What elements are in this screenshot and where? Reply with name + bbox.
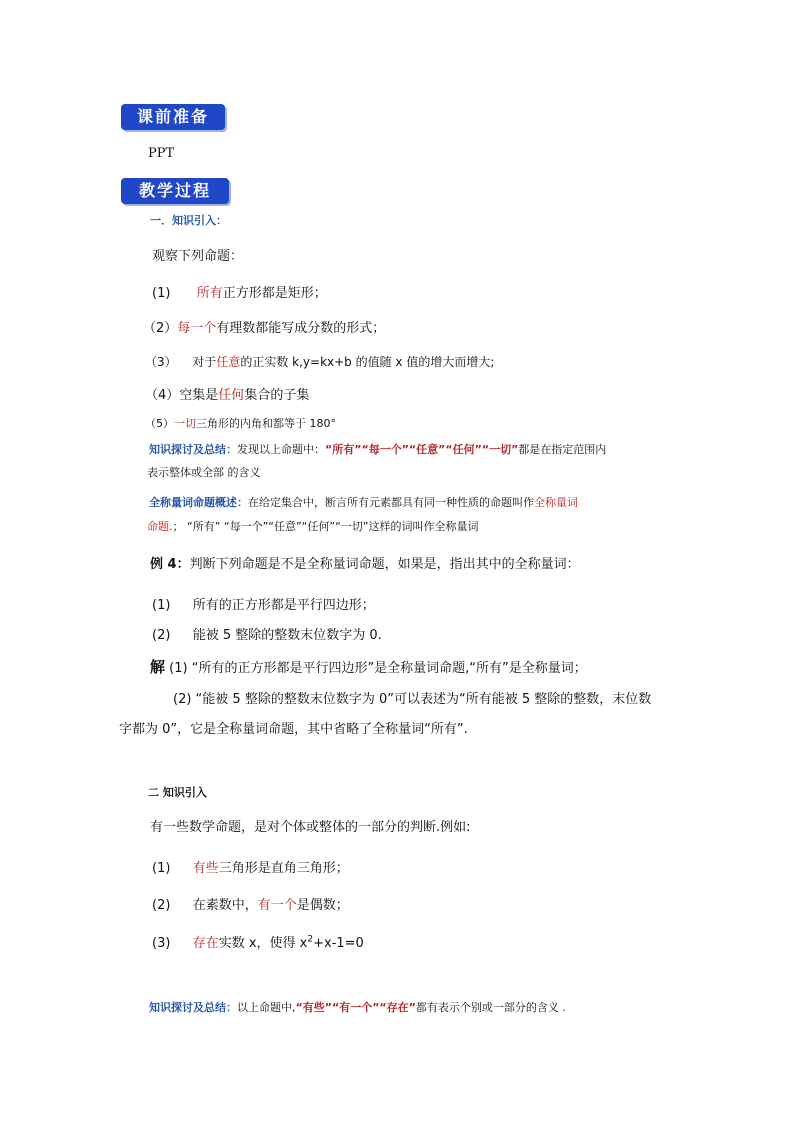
item-pre: 在素数中，	[192, 898, 258, 913]
part2-item-2	[152, 894, 349, 913]
example-item-1	[152, 594, 375, 613]
prep-content: PPT	[148, 146, 175, 161]
item-text: 能被 5 整除的整数末位数字为 0.	[192, 628, 382, 643]
item-superscript: 2	[307, 934, 314, 945]
example-text: 判断下列命题是不是全称量词命题，如果是，指出其中的全称量词：	[189, 557, 580, 572]
part2-summary	[149, 999, 566, 1015]
item-text: 三角形是直角三角形；	[218, 861, 349, 876]
item-text-2: +x-1=0	[313, 936, 364, 951]
item-pre: 空集是	[179, 388, 219, 403]
part1-intro: 观察下列命题：	[152, 249, 244, 264]
overview-text: 在给定集合中，断言所有元素都具有同一种性质的命题叫作	[248, 496, 534, 509]
part2-heading: 二 知识引入	[148, 786, 207, 799]
item-number: （4）	[145, 388, 180, 403]
item-text: 的正实数 k,y=kx+b 的值随 x 值的增大而增大;	[240, 355, 495, 369]
solution-label: 解	[150, 658, 166, 676]
section-badge-prep: 课前准备	[121, 104, 225, 130]
item-text: 有理数都能写成分数的形式；	[216, 321, 386, 336]
summary-text-2: 都是在指定范围内	[518, 443, 607, 456]
overview-label: 全称量词命题概述：	[149, 496, 248, 509]
summary-label: 知识探讨及总结：	[149, 1001, 237, 1014]
summary-text: 发现以上命题中：	[237, 443, 325, 456]
part2-item-1	[152, 857, 349, 876]
part1-item-4	[145, 384, 309, 403]
part1-item-3	[145, 353, 494, 370]
item-number: （3）	[145, 355, 177, 369]
item-text: 是偶数；	[296, 898, 349, 913]
summary-quotes: “有些”“有一个”“存在”	[295, 1001, 416, 1014]
summary-text: 以上命题中,	[237, 1001, 296, 1014]
item-keyword: 一切	[174, 417, 196, 430]
overview-keyword-2: 命题.	[147, 520, 173, 533]
part1-item-2	[143, 317, 385, 336]
summary-quotes: “所有”“每一个”“任意”“任何”“一切”	[325, 443, 519, 456]
part2-item-3	[152, 932, 364, 951]
example-4	[150, 553, 580, 572]
item-text: 三角形的内角和都等于 180°	[196, 417, 336, 430]
item-text: 所有的正方形都是平行四边形；	[192, 598, 375, 613]
overview-keyword: 全称量词	[534, 496, 578, 509]
item-number: （5）	[145, 417, 174, 430]
item-text: 正方形都是矩形；	[222, 286, 327, 301]
solution-line1	[150, 656, 587, 677]
item-number: (3)	[152, 936, 171, 951]
overview-text-2: ； “所有” “每一个”“任意”“任何”“一切”这样的词叫作全称量词	[172, 520, 479, 533]
item-text: 集合的子集	[244, 388, 310, 403]
section-badge-process: 教学过程	[121, 178, 229, 204]
part1-summary-line1	[149, 441, 606, 457]
item-keyword: 任何	[218, 388, 245, 403]
item-pre: 对于	[192, 355, 217, 369]
part2-intro: 有一些数学命题，是对个体或整体的一部分的判断.例如:	[150, 820, 471, 835]
item-number: (1)	[152, 598, 171, 613]
part1-item-5	[145, 415, 336, 431]
item-text: 实数 x，使得 x	[218, 936, 308, 951]
item-keyword: 所有	[196, 286, 223, 301]
item-number: (2)	[152, 628, 171, 643]
part1-item-1	[152, 282, 327, 301]
item-keyword: 有些	[192, 861, 219, 876]
item-keyword: 存在	[192, 936, 219, 951]
part1-heading: 一．知识引入：	[150, 214, 227, 227]
example-item-2	[152, 624, 382, 643]
part1-overview-line2	[147, 518, 478, 534]
item-keyword: 任意	[216, 355, 241, 369]
item-keyword: 有一个	[257, 898, 297, 913]
solution-text: (1) “所有的正方形都是平行四边形”是全称量词命题,“所有”是全称量词；	[169, 661, 587, 676]
item-number: (1)	[152, 861, 171, 876]
solution-line3: 字都为 0”，它是全称量词命题，其中省略了全称量词“所有”.	[119, 722, 468, 737]
item-number: (2)	[152, 898, 171, 913]
item-keyword: 每一个	[177, 321, 217, 336]
part1-summary-line2: 表示整体或全部 的含义	[147, 466, 261, 479]
part1-overview-line1	[149, 494, 578, 510]
example-label: 例 4：	[150, 557, 190, 572]
summary-text-2: 都有表示个别或一部分的含义 .	[415, 1001, 566, 1014]
summary-label: 知识探讨及总结：	[149, 443, 237, 456]
solution-line2: (2) “能被 5 整除的整数末位数字为 0”可以表述为“所有能被 5 整除的整数，末位数	[173, 692, 652, 707]
item-number: （2）	[143, 321, 178, 336]
item-number: (1)	[152, 286, 171, 301]
